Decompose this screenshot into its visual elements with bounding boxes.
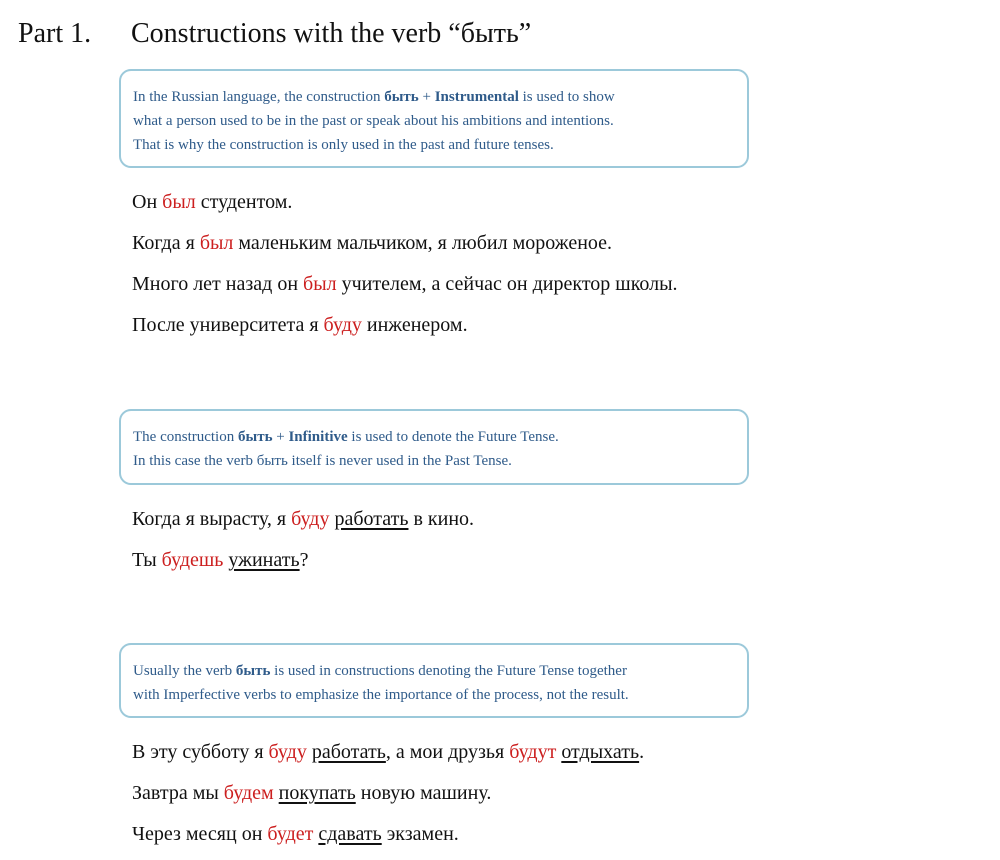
part-number: Part 1.	[18, 18, 92, 49]
bold-term: быть	[237, 429, 273, 445]
page-title: Constructions with the verb “быть”	[131, 18, 532, 49]
infinitive-underlined: отдыхать	[561, 741, 640, 763]
example-sentence: Когда я был маленьким мальчиком, я любил мороженое.	[132, 232, 613, 254]
bold-term: быть	[235, 663, 271, 679]
note-box-instrumental	[119, 69, 749, 168]
bold-term: быть	[384, 89, 419, 105]
note-box-infinitive	[119, 409, 749, 485]
verb-highlight: был	[199, 232, 234, 254]
example-list-instrumental	[132, 187, 678, 351]
note-box-imperfective	[119, 643, 749, 718]
verb-highlight: будешь	[161, 549, 224, 571]
example-sentence: После университета я буду инженером.	[132, 314, 468, 336]
bold-term: Infinitive	[288, 429, 348, 445]
verb-highlight: будем	[223, 782, 274, 804]
verb-highlight: будут	[509, 741, 557, 763]
verb-highlight: был	[162, 191, 196, 213]
example-list-imperfective	[132, 737, 644, 860]
example-sentence: Ты будешь ужинать?	[132, 549, 309, 571]
example-sentence: Много лет назад он был учителем, а сейчас он директор школы.	[132, 273, 678, 295]
note-line: In this case the verb быть itself is never used in the Past Tense.	[133, 453, 512, 469]
verb-highlight: буду	[268, 741, 307, 763]
verb-highlight: буду	[291, 508, 330, 530]
example-list-infinitive	[132, 504, 474, 586]
verb-highlight: будет	[267, 823, 314, 845]
verb-highlight: был	[303, 273, 337, 295]
note-line: In the Russian language, the construction быть + Instrumental is used to show	[133, 89, 615, 105]
infinitive-underlined: покупать	[278, 782, 356, 804]
infinitive-underlined: сдавать	[318, 823, 382, 845]
infinitive-underlined: работать	[334, 508, 409, 530]
note-line: That is why the construction is only used in the past and future tenses.	[133, 137, 554, 153]
example-sentence: В эту субботу я буду работать, а мои друзья будут отдыхать.	[132, 741, 645, 763]
example-sentence: Он был студентом.	[132, 191, 293, 213]
infinitive-underlined: ужинать	[228, 549, 300, 571]
note-line: with Imperfective verbs to emphasize the importance of the process, not the result.	[133, 687, 629, 703]
note-line: what a person used to be in the past or speak about his ambitions and intentions.	[133, 113, 614, 129]
verb-highlight: буду	[323, 314, 362, 336]
infinitive-underlined: работать	[311, 741, 386, 763]
note-line: Usually the verb быть is used in constructions denoting the Future Tense together	[133, 663, 627, 679]
bold-term: Instrumental	[434, 89, 519, 105]
note-line: The construction быть + Infinitive is used to denote the Future Tense.	[133, 429, 559, 445]
page-heading	[18, 16, 531, 52]
example-sentence: Когда я вырасту, я буду работать в кино.	[132, 508, 475, 530]
example-sentence: Завтра мы будем покупать новую машину.	[132, 782, 492, 804]
example-sentence: Через месяц он будет сдавать экзамен.	[132, 823, 459, 845]
